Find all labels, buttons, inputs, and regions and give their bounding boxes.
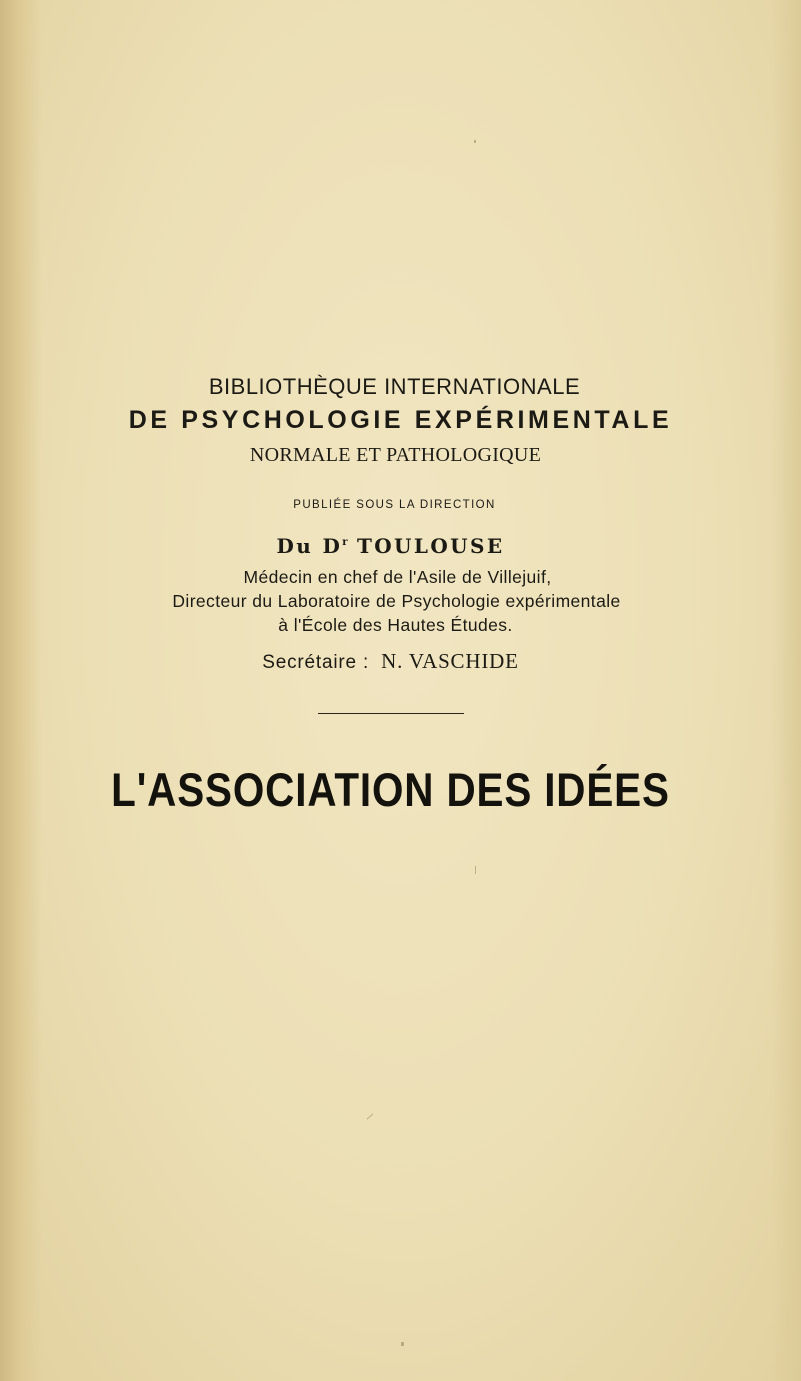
secretary-label: Secrétaire : — [262, 652, 370, 673]
doctor-abbrev-letter: D — [322, 534, 343, 558]
aged-right-edge — [771, 0, 801, 1381]
director-role-line-1: Médecin en chef de l'Asile de Villejuif, — [243, 567, 552, 587]
secretary-name: N. VASCHIDE — [381, 649, 519, 673]
paper-speck — [367, 1114, 374, 1120]
paper-speck — [401, 1342, 404, 1346]
series-title-line-2: DE PSYCHOLOGIE EXPÉRIMENTALE — [128, 406, 673, 434]
director-role-line-2: Directeur du Laboratoire de Psychologie expérimentale — [172, 591, 621, 611]
doctor-abbrev-sup: r — [342, 537, 348, 548]
paper-speck — [474, 140, 476, 143]
paper-speck — [475, 866, 476, 874]
secretary-line — [0, 649, 791, 674]
director-name: TOULOUSE — [356, 534, 505, 558]
du-word: Du — [276, 534, 314, 558]
series-title-line-1: BIBLIOTHÈQUE INTERNATIONALE — [208, 374, 581, 399]
book-title: L'ASSOCIATION DES IDÉES — [111, 763, 670, 816]
director-role-line-3: à l'École des Hautes Études. — [278, 615, 513, 635]
separator-rule — [318, 713, 464, 714]
aged-left-edge — [0, 0, 42, 1381]
published-under-direction: PUBLIÉE SOUS LA DIRECTION — [293, 499, 496, 511]
series-title-line-3: NORMALE ET PATHOLOGIQUE — [249, 444, 542, 466]
doctor-abbrev — [323, 534, 348, 558]
director-line — [0, 534, 791, 558]
